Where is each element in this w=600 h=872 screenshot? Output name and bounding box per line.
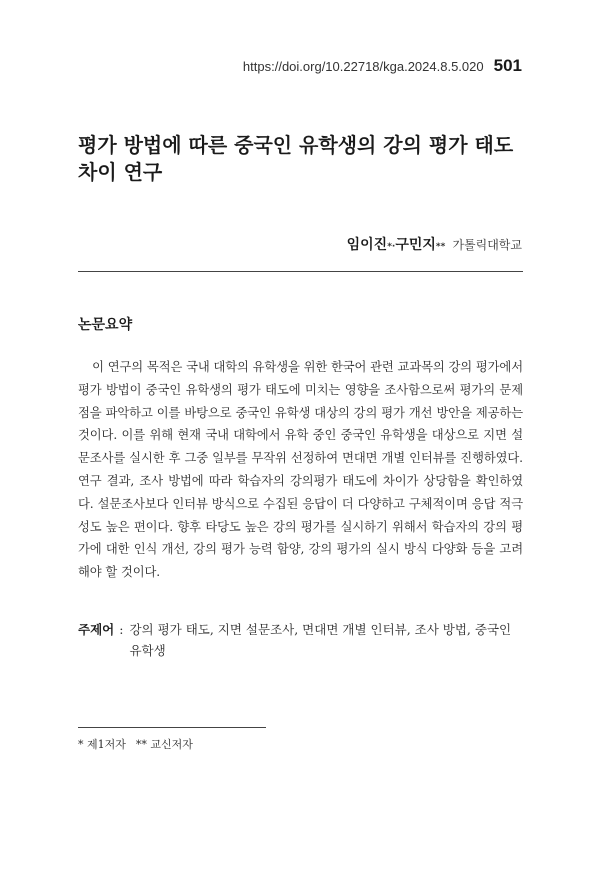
title-divider	[78, 271, 523, 272]
doi-link[interactable]: https://doi.org/10.22718/kga.2024.8.5.020	[242, 59, 484, 74]
footnotes	[78, 736, 193, 752]
abstract-body: 이 연구의 목적은 국내 대학의 유학생을 위한 한국어 관련 교과목의 강의 평가에서 평가 방법이 중국인 유학생의 평가 태도에 미치는 영향을 조사함으로써 평가의 문제점을 파악하고 이를 바탕으로 중국인 유학생 대상의 강의 평가 개선 방안을 제공하는 것이다. 이를 위해 현재 국내 대학에서 유학 중인 중국인 유학생을 대상으로 지면 설문조사를 실시한 후 그중 일부를 무작위 선정하여 면대면 개별 인터뷰를 진행하였다. 연구 결과, 조사 방법에 따라 학습자의 강의평가 태도에 차이가 상당함을 확인하였다. 설문조사보다 인터뷰 방식으로 수집된 응답이 더 다양하고 구체적이며 응답 적극성도 높은 편이다. 향후 타당도 높은 강의 평가를 실시하기 위해서 학습자의 강의 평가에 대한 인식 개선, 강의 평가 능력 함양, 강의 평가의 실시 방식 다양화 등을 고려해야 할 것이다.	[78, 360, 523, 580]
keywords-block	[78, 619, 523, 661]
author-name-1: 임이진	[346, 237, 388, 253]
author-line	[347, 234, 522, 254]
paper-title: 평가 방법에 따른 중국인 유학생의 강의 평가 태도 차이 연구	[78, 133, 514, 184]
keywords-label: 주제어	[78, 622, 115, 637]
abstract-heading: 논문요약	[78, 317, 133, 333]
footnote-divider	[78, 727, 266, 728]
page-number: 501	[493, 56, 522, 75]
author-affiliation: 가톨릭대학교	[452, 238, 522, 252]
keywords-colon: :	[119, 622, 124, 637]
author-mark-1: *·	[387, 242, 396, 252]
author-name-2: 구민지	[395, 237, 436, 253]
footnote-corresponding-author: ** 교신저자	[135, 738, 193, 751]
footnote-first-author: * 제1저자	[78, 738, 126, 751]
keywords-text: 강의 평가 태도, 지면 설문조사, 면대면 개별 인터뷰, 조사 방법, 중국인 유학생	[129, 622, 512, 658]
author-mark-2: **	[435, 242, 446, 252]
page-header	[243, 56, 522, 76]
